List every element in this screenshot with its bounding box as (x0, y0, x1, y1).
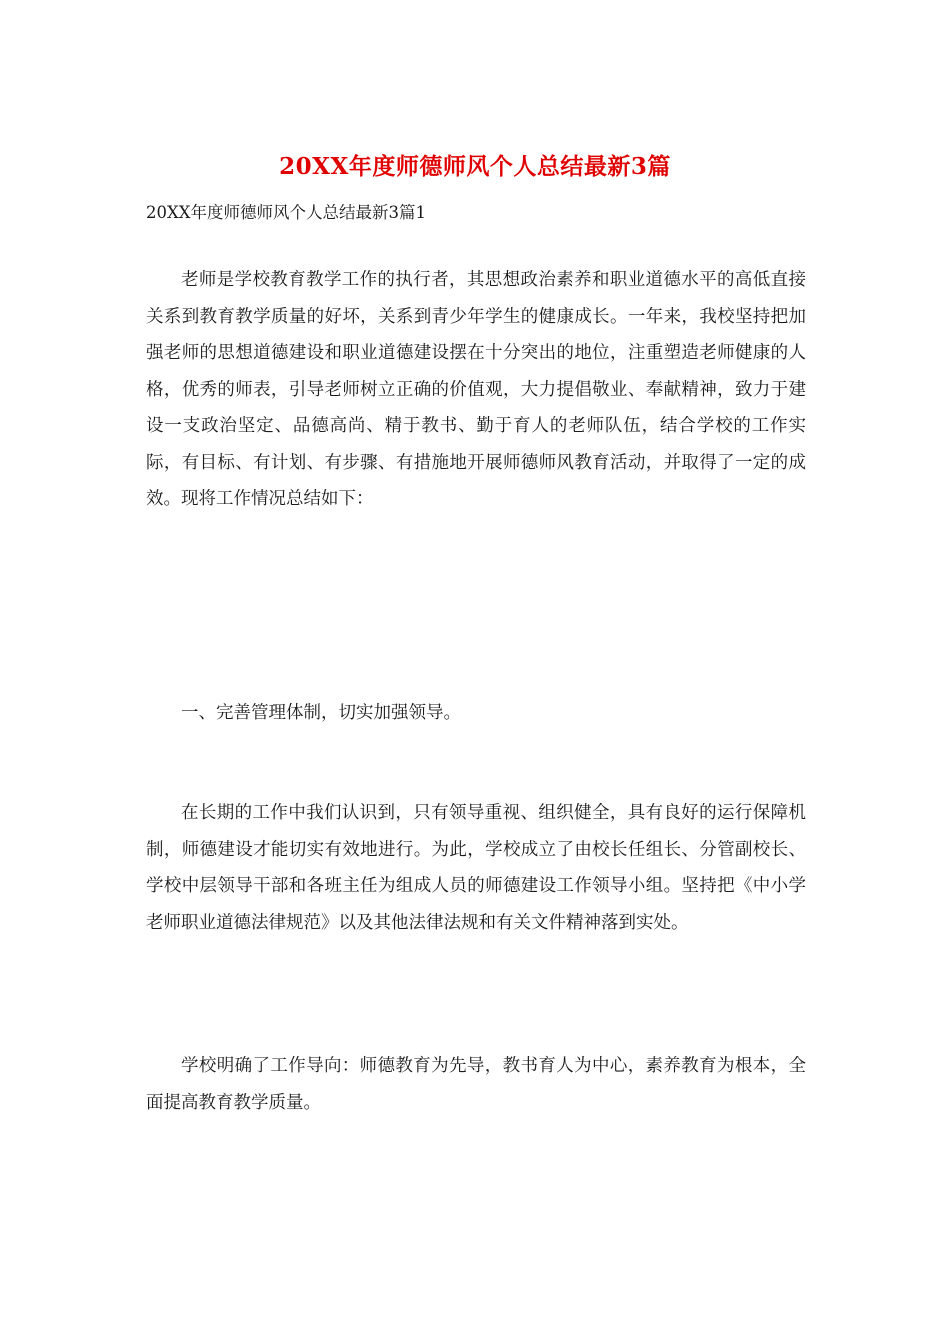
section-heading: 一、完善管理体制，切实加强领导。 (181, 703, 461, 723)
paragraph-leadership: 在长期的工作中我们认识到，只有领导重视、组织健全，具有良好的运行保障机制，师德建设才能切实有效地进行。为此，学校成立了由校长任组长、分管副校长、学校中层领导干部和各班主任为组成人员的师德建设工作领导小组。坚持把《中小学老师职业道德法律规范》以及其他法律法规和有关文件精神落到实处。 (146, 803, 806, 933)
document-title: 20XX年度师德师风个人总结最新3篇 (279, 153, 671, 180)
paragraph-intro: 老师是学校教育教学工作的执行者，其思想政治素养和职业道德水平的高低直接关系到教育教学质量的好坏，关系到青少年学生的健康成长。一年来，我校坚持把加强老师的思想道德建设和职业道德建设摆在十分突出的地位，注重塑造老师健康的人格，优秀的师表，引导老师树立正确的价值观，大力提倡敬业、奉献精神，致力于建设一支政治坚定、品德高尚、精于教书、勤于育人的老师队伍，结合学校的工作实际，有目标、有计划、有步骤、有措施地开展师德师风教育活动，并取得了一定的成效。现将工作情况总结如下： (146, 270, 806, 509)
paragraph-guidance: 学校明确了工作导向：师德教育为先导，教书育人为中心，素养教育为根本，全面提高教育教学质量。 (146, 1056, 806, 1113)
document-subtitle: 20XX年度师德师风个人总结最新3篇1 (146, 203, 426, 222)
